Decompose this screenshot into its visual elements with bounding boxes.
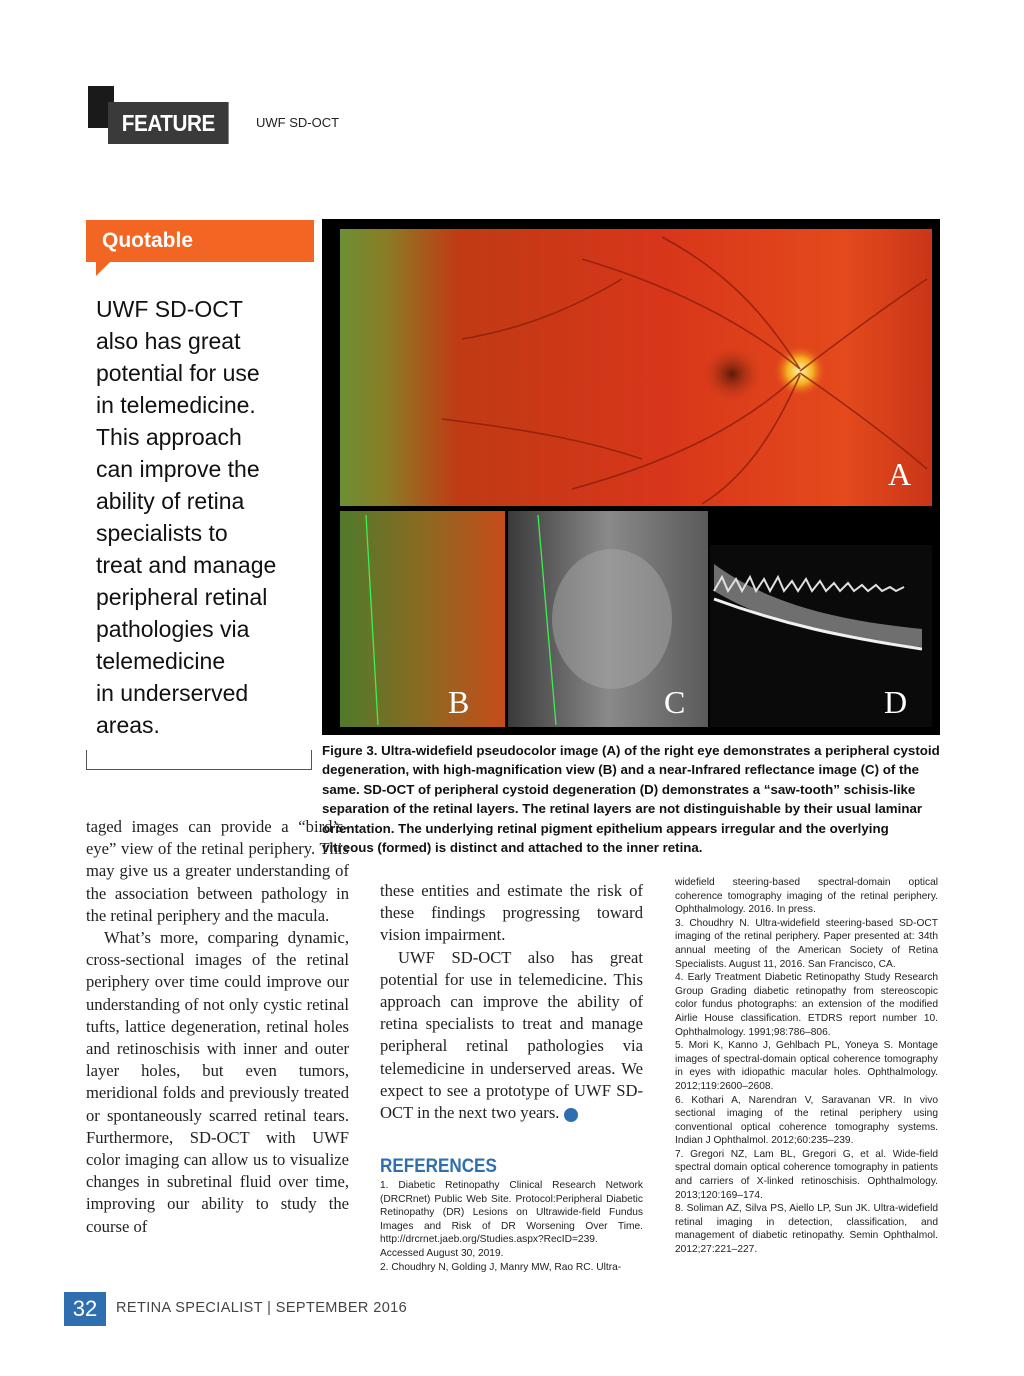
section-label: FEATURE bbox=[108, 102, 229, 144]
pull-quote-line: specialists to bbox=[96, 520, 228, 546]
body-paragraph-final bbox=[380, 947, 643, 1125]
pull-quote-line: pathologies via bbox=[96, 616, 250, 642]
panel-a-fundus bbox=[340, 229, 932, 506]
pull-quote-line: UWF SD-OCT bbox=[96, 296, 243, 322]
panel-label-c: C bbox=[664, 684, 686, 720]
panel-label-d: D bbox=[884, 684, 908, 720]
figure-3-image bbox=[322, 219, 940, 735]
figure-3 bbox=[322, 219, 940, 735]
body-paragraph: What’s more, comparing dynamic, cross-sectional images of the retinal periphery over time could improve our understanding of not only cystic retinal tufts, lattice degeneration, retinal holes and retinoschisis with inner and outer layer holes, but even tumors, meridional folds and previously treated or spontaneously scarred retinal tears. Furthermore, SD-OCT with UWF color imaging can allow us to visualize changes in subretinal fluid over time, improving our ability to study the course of bbox=[86, 928, 349, 1236]
reference-item: 3. Choudhry N. Ultra-widefield steering-based SD-OCT imaging of the retinal periphery. Paper presented at: 34th annual meeting of the American Society of Retina Specialists. August 11, 2016. San Francisco, CA. bbox=[675, 917, 938, 970]
reference-item: widefield steering-based spectral-domain optical coherence tomography imaging of the retinal periphery. Ophthalmology. 2016. In press. bbox=[675, 877, 938, 916]
pull-quote-line: This approach bbox=[96, 424, 242, 450]
quote-rule-right bbox=[311, 750, 312, 770]
pull-quote-line: telemedicine bbox=[96, 648, 226, 674]
pull-quote-line: areas. bbox=[96, 712, 160, 738]
pull-quote-line: in telemedicine. bbox=[96, 392, 256, 418]
page-number: 32 bbox=[64, 1292, 106, 1326]
reference-item: 8. Soliman AZ, Silva PS, Aiello LP, Sun JK. Ultra-widefield retinal imaging in detection, classification, and management of diabetic retinopathy. Semin Ophthalmol. 2012;27:221–227. bbox=[675, 1203, 938, 1256]
figure-caption: Figure 3. Ultra-widefield pseudocolor image (A) of the right eye demonstrates a peripheral cystoid degeneration, with high-magnification view (B) and a near-Infrared reflectance image (C) of the same. SD-OCT of peripheral cystoid degeneration (D) demonstrates a “saw-tooth” schisis-like separation of the retinal layers. The retinal layers are not distinguishable by their usual laminar orientation. The underlying retinal pigment epithelium appears irregular and the overlying vitreous (formed) is distinct and attached to the inner retina. bbox=[322, 743, 940, 856]
pull-quote-line: peripheral retinal bbox=[96, 584, 268, 610]
panel-label-b: B bbox=[448, 684, 470, 720]
quote-rule-bottom bbox=[86, 769, 312, 770]
panel-b-magnified bbox=[340, 511, 505, 727]
panel-label-a: A bbox=[888, 456, 912, 492]
references-heading: REFERENCES bbox=[380, 1156, 497, 1177]
reference-item: 1. Diabetic Retinopathy Clinical Research Network (DRCRnet) Public Web Site. Protocol:Peripheral Diabetic Retinopathy (DR) Lesions on Ultrawide-field Fundus Images and Risk of DR Worsening Over Time. http://drcrnet.jaeb.org/Studies.aspx?RecID=239. Accessed August 30, 2019. bbox=[380, 1180, 643, 1259]
reference-item: 2. Choudhry N, Golding J, Manry MW, Rao RC. Ultra- bbox=[380, 1261, 622, 1273]
pull-quote-line: can improve the bbox=[96, 456, 260, 482]
body-paragraph: these entities and estimate the risk of these findings progressing toward vision impairment. bbox=[380, 881, 643, 945]
pull-quote-line: treat and manage bbox=[96, 552, 277, 578]
quote-rule-left bbox=[86, 750, 87, 770]
body-column-2 bbox=[380, 880, 643, 1124]
reference-item: 6. Kothari A, Narendran V, Saravanan VR. In vivo sectional imaging of the retinal periphery using conventional optical coherence tomography systems. Indian J Ophthalmol. 2012;60:235–239. bbox=[675, 1094, 938, 1147]
quotable-banner-pointer bbox=[96, 262, 110, 276]
section-topic: UWF SD-OCT bbox=[256, 115, 340, 130]
body-paragraph: taged images can provide a “bird’s-eye” view of the retinal periphery. This may give us a greater understanding of the association between pathology in the retinal periphery and the macula. bbox=[86, 817, 349, 925]
reference-item: 5. Mori K, Kanno J, Gehlbach PL, Yoneya S. Montage images of spectral-domain optical coherence tomography in eyes with idiopathic macular holes. Ophthalmology. 2012;119:2600–2608. bbox=[675, 1040, 938, 1092]
quotable-banner: Quotable bbox=[86, 220, 314, 262]
pull-quote-line: ability of retina bbox=[96, 488, 245, 514]
pull-quote-line: potential for use bbox=[96, 360, 260, 386]
publication-footer: RETINA SPECIALIST | SEPTEMBER 2016 bbox=[116, 1300, 408, 1316]
references-column-3 bbox=[675, 876, 938, 1257]
pull-quote-line: in underserved bbox=[96, 680, 249, 706]
pull-quote-line: also has great bbox=[96, 328, 241, 354]
body-column-1 bbox=[86, 816, 349, 1238]
pull-quote bbox=[96, 293, 311, 741]
end-mark-icon: RS bbox=[564, 1108, 578, 1122]
references-column-2 bbox=[380, 1179, 643, 1274]
body-paragraph-text: UWF SD-OCT also has great potential for use in telemedicine. This approach can improve the ability of retina specialists to treat and manage peripheral retinal pathologies via telemedicine in underserved areas. We expect to see a prototype of UWF SD-OCT in the next two years. bbox=[380, 947, 643, 1123]
reference-item: 4. Early Treatment Diabetic Retinopathy Study Research Group Grading diabetic retinopathy from stereoscopic color fundus photographs: an extension of the modified Airlie House classification. ETDRS report number 10. Ophthalmology. 1991;98:786–806. bbox=[675, 972, 938, 1038]
reference-item: 7. Gregori NZ, Lam BL, Gregori G, et al. Wide-field spectral domain optical coherence tomography in patients and carriers of X-linked retinoschisis. Ophthalmology. 2013;120:169–174. bbox=[675, 1148, 938, 1201]
